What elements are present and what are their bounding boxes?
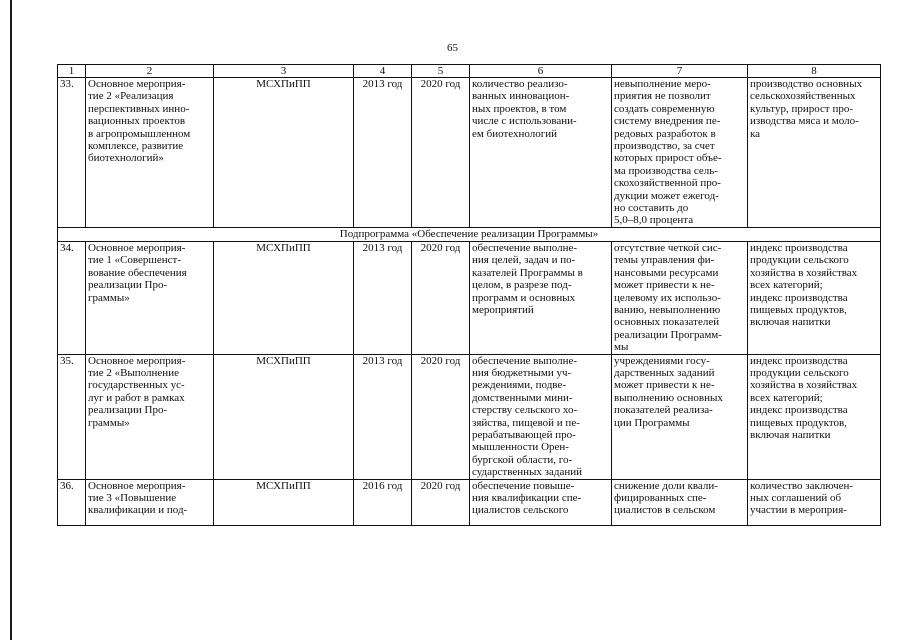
executor-cell: МСХПиПП (214, 479, 354, 525)
row-number: 36. (58, 479, 86, 525)
indicator-cell: индекс производства продукции сельского хозяйства в хозяйствах всех категорий; индекс производства пищевых продуктов, включая напитки (748, 241, 881, 354)
consequence-cell: невыполнение меро- приятия не позволит создать современную систему внедрения пе- редовых разработок в производство, за счет которых прирост объе- ма производства сель- скохозяйственной про- дукции может ежегод- но составить до 5,0–8,0 процента (612, 78, 748, 228)
activity-cell: Основное мероприя- тие 2 «Выполнение государственных ус- луг и работ в рамках реализации Про- граммы» (86, 354, 214, 479)
end-year-cell: 2020 год (412, 241, 470, 354)
row-number: 35. (58, 354, 86, 479)
start-year-cell: 2013 год (354, 354, 412, 479)
result-cell: обеспечение выполне- ния бюджетными уч- реждениями, подве- домственными мини- стерству сельского хо- зяйства, пищевой и пе- рерабатывающей про- мышленности Орен- бургской области, го- сударственных заданий (470, 354, 612, 479)
result-cell: обеспечение выполне- ния целей, задач и по- казателей Программы в целом, в разрезе под- программ и основных мероприятий (470, 241, 612, 354)
consequence-cell: отсутствие четкой сис- темы управления фи- нансовыми ресурсами может привести к не- целевому их использо- ванию, невыполнению основных показателей реализации Программ- мы (612, 241, 748, 354)
table-row (58, 78, 881, 228)
column-header-4: 4 (354, 65, 412, 78)
column-header-8: 8 (748, 65, 881, 78)
column-header-5: 5 (412, 65, 470, 78)
executor-cell: МСХПиПП (214, 78, 354, 228)
indicator-cell: количество заключен- ных соглашений об участии в мероприя- (748, 479, 881, 525)
table-row (58, 354, 881, 479)
end-year-cell: 2020 год (412, 479, 470, 525)
subprogram-title: Подпрограмма «Обеспечение реализации Программы» (58, 227, 881, 241)
row-number: 34. (58, 241, 86, 354)
table-row (58, 241, 881, 354)
start-year-cell: 2013 год (354, 78, 412, 228)
result-cell: количество реализо- ванных инновацион- ных проектов, в том числе с использовани- ем биотехнологий (470, 78, 612, 228)
activity-cell: Основное мероприя- тие 1 «Совершенст- вование обеспечения реализации Про- граммы» (86, 241, 214, 354)
page-number: 65 (447, 42, 458, 54)
subprogram-row (58, 227, 881, 241)
row-number: 33. (58, 78, 86, 228)
column-header-2: 2 (86, 65, 214, 78)
indicator-cell: производство основных сельскохозяйственных культур, прирост про- изводства мяса и моло- ка (748, 78, 881, 228)
table-row (58, 479, 881, 525)
executor-cell: МСХПиПП (214, 354, 354, 479)
result-cell: обеспечение повыше- ния квалификации спе- циалистов сельского (470, 479, 612, 525)
column-header-7: 7 (612, 65, 748, 78)
activities-table (57, 64, 881, 526)
start-year-cell: 2013 год (354, 241, 412, 354)
column-header-1: 1 (58, 65, 86, 78)
activity-cell: Основное мероприя- тие 3 «Повышение квалификации и под- (86, 479, 214, 525)
consequence-cell: снижение доли квали- фицированных спе- циалистов в сельском (612, 479, 748, 525)
consequence-cell: учреждениями госу- дарственных заданий может привести к не- выполнению основных показателей реализа- ции Программы (612, 354, 748, 479)
executor-cell: МСХПиПП (214, 241, 354, 354)
column-header-6: 6 (470, 65, 612, 78)
indicator-cell: индекс производства продукции сельского хозяйства в хозяйствах всех категорий; индекс производства пищевых продуктов, включая напитки (748, 354, 881, 479)
column-header-3: 3 (214, 65, 354, 78)
end-year-cell: 2020 год (412, 78, 470, 228)
start-year-cell: 2016 год (354, 479, 412, 525)
activity-cell: Основное мероприя- тие 2 «Реализация перспективных инно- вационных проектов в агропромышленном комплексе, развитие биотехнологий» (86, 78, 214, 228)
end-year-cell: 2020 год (412, 354, 470, 479)
column-number-row (58, 65, 881, 78)
left-margin-rule (10, 0, 12, 640)
